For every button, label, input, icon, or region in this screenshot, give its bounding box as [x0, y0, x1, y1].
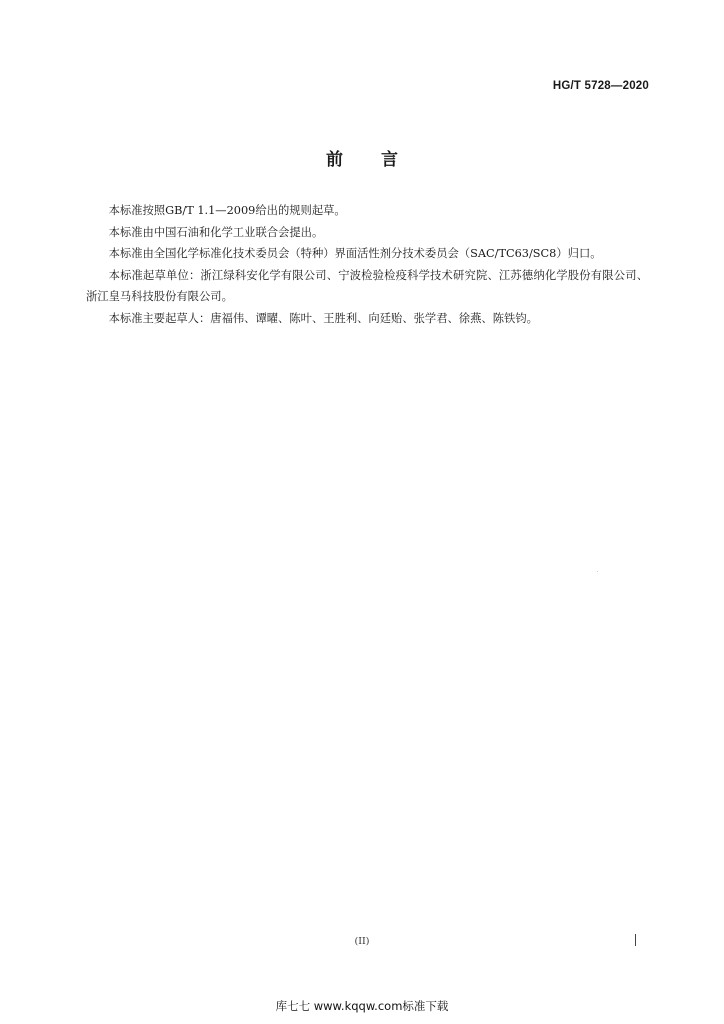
page-edge-mark	[635, 934, 636, 946]
page-title: 前言	[326, 150, 436, 170]
paragraph-proposer: 本标准由中国石油和化学工业联合会提出。	[108, 225, 324, 239]
scan-speck	[597, 571, 598, 572]
page-number: (II)	[354, 936, 370, 947]
footer-watermark: 库七七 www.kqqw.com标准下载	[275, 999, 449, 1013]
paragraph-drafters: 本标准主要起草人：唐福伟、谭曜、陈叶、王胜利、向廷贻、张学君、徐燕、陈铁钧。	[108, 311, 538, 325]
standard-code: HG/T 5728—2020	[552, 80, 649, 92]
foreword-body	[86, 200, 648, 330]
paragraph-drafting-rules: 本标准按照GB/T 1.1—2009给出的规则起草。	[108, 204, 346, 217]
paragraph-drafting-units: 本标准起草单位：浙江绿科安化学有限公司、宁波检验检疫科学技术研究院、江苏德纳化学股份有限公司、浙江皇马科技股份有限公司。	[86, 268, 648, 304]
paragraph-responsible-committee: 本标准由全国化学标准化技术委员会（特种）界面活性剂分技术委员会（SAC/TC63/SC8）归口。	[108, 247, 602, 261]
